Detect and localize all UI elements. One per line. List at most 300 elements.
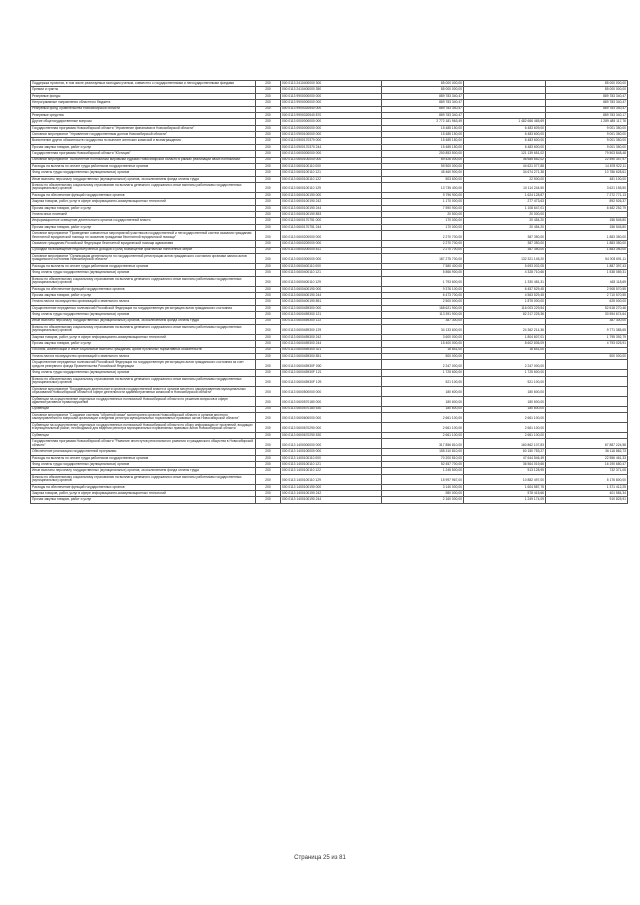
executed-amount-cell: 121 139 651,02 <box>464 151 546 157</box>
row-code-cell: 200 <box>256 299 281 305</box>
approved-amount-cell: 15 485 150,00 <box>382 144 464 150</box>
executed-amount-cell: 180 600,00 <box>464 396 546 406</box>
row-name-cell: Резервные средства <box>31 112 256 118</box>
unexecuted-amount-cell: 401 584,34 <box>546 491 628 497</box>
unexecuted-amount-cell: 6 482 252,79 <box>546 205 628 211</box>
row-classifier-cell: 000 0113 0600400190 244 <box>281 293 382 299</box>
unexecuted-amount-cell: 889 783 340,47 <box>546 106 628 112</box>
row-name-cell: Осуществление переданных полномочий Российской Федерации на государственную регистрацию актов гражданского состояния <box>31 305 256 311</box>
approved-amount-cell: 113 391 900,00 <box>382 312 464 318</box>
approved-amount-cell: 15 485 150,00 <box>382 125 464 131</box>
row-classifier-cell: 000 0113 0600100110 121 <box>281 170 382 176</box>
approved-amount-cell: 317 856 810,00 <box>382 439 464 449</box>
unexecuted-amount-cell: 481 100,00 <box>546 176 628 182</box>
row-code-cell: 200 <box>256 119 281 125</box>
row-code-cell: 200 <box>256 176 281 182</box>
row-classifier-cell: 000 0113 1400100190 244 <box>281 497 382 503</box>
executed-amount-cell: 1 725 600,00 <box>464 370 546 376</box>
row-code-cell: 200 <box>256 87 281 93</box>
approved-amount-cell: 70 200 810,00 <box>382 455 464 461</box>
approved-amount-cell: 500 000,00 <box>382 353 464 359</box>
unexecuted-amount-cell: 85 000 000,00 <box>546 81 628 87</box>
executed-amount-cell: 34 674 271,38 <box>464 170 546 176</box>
approved-amount-cell: 889 783 340,47 <box>382 106 464 112</box>
executed-amount-cell: 1 624 128,87 <box>464 192 546 198</box>
row-name-cell: Субвенции на осуществление отдельных государственных полномочий Новосибирской области по решению вопросов в сфере административных правонарушений <box>31 396 256 406</box>
row-name-cell: Расходы на выплаты по оплате труда работников государственных органов <box>31 163 256 169</box>
row-classifier-cell: 000 0113 0600670290 000 <box>281 422 382 432</box>
table-row <box>31 183 628 193</box>
unexecuted-amount-cell: 1 883 350,00 <box>546 241 628 247</box>
unexecuted-amount-cell: 2 908 570,55 <box>546 286 628 292</box>
approved-amount-cell: 16 641,00 <box>382 347 464 353</box>
approved-amount-cell: 7 580 400,00 <box>382 263 464 269</box>
approved-amount-cell: 180 600,00 <box>382 396 464 406</box>
row-code-cell: 200 <box>256 370 281 376</box>
row-code-cell: 200 <box>256 231 281 241</box>
approved-amount-cell: 387 300,00 <box>382 318 464 324</box>
row-code-cell: 200 <box>256 224 281 230</box>
table-row <box>31 412 628 422</box>
row-code-cell: 200 <box>256 144 281 150</box>
row-name-cell: Иные выплаты персоналу государственных (муниципальных) органов, за исключением фонда оплаты труда <box>31 468 256 474</box>
row-classifier-cell: 000 0113 1400000000 000 <box>281 439 382 449</box>
row-name-cell: Прочая закупка товаров, работ и услуг <box>31 497 256 503</box>
approved-amount-cell: 200 853 500,00 <box>382 151 464 157</box>
row-code-cell: 200 <box>256 247 281 253</box>
approved-amount-cell: 9 376 100,00 <box>382 286 464 292</box>
approved-amount-cell: 180 600,00 <box>382 406 464 412</box>
unexecuted-amount-cell: 732 371,05 <box>546 468 628 474</box>
unexecuted-amount-cell <box>546 360 628 370</box>
executed-amount-cell: 387 350,00 <box>464 231 546 241</box>
unexecuted-amount-cell <box>546 396 628 406</box>
executed-amount-cell: 116 003 229,54 <box>464 305 546 311</box>
executed-amount-cell: 24 362 214,36 <box>464 324 546 334</box>
row-classifier-cell: 000 0113 0600400190 851 <box>281 299 382 305</box>
row-classifier-cell: 000 0113 0600459300 121 <box>281 312 382 318</box>
row-name-cell: Основное мероприятие "Координация деятельности органов государственной власти и органов местного самоуправления муниципальных образований Новосибирской области в сфере деятельности административных комиссий в Новосибирской области" <box>31 386 256 396</box>
row-code-cell: 200 <box>256 212 281 218</box>
row-code-cell: 200 <box>256 341 281 347</box>
row-code-cell: 200 <box>256 241 281 247</box>
row-classifier-cell: 000 0113 0900000000 000 <box>281 125 382 131</box>
row-name-cell: Взносы по обязательному социальному страхованию на выплаты денежного содержания и иные выплаты работникам государственных (муниципальных) органов <box>31 376 256 386</box>
row-classifier-cell: 000 0113 0600400190 000 <box>281 286 382 292</box>
row-code-cell: 200 <box>256 484 281 490</box>
row-name-cell: Оказание гражданам Российской Федерации бесплатной юридической помощи адвокатами <box>31 241 256 247</box>
row-name-cell: Резервный фонд Правительства Новосибирской области <box>31 106 256 112</box>
approved-amount-cell: 15 400 000,00 <box>382 341 464 347</box>
table-row <box>31 253 628 263</box>
row-code-cell: 200 <box>256 412 281 422</box>
row-classifier-cell: 000 0113 2410400000 350 <box>281 87 382 93</box>
approved-amount-cell: 2 270 700,00 <box>382 241 464 247</box>
unexecuted-amount-cell: 22 590 347,97 <box>546 157 628 163</box>
table-row <box>31 231 628 241</box>
approved-amount-cell: 521 100,00 <box>382 376 464 386</box>
row-code-cell: 200 <box>256 93 281 99</box>
unexecuted-amount-cell: 14 878 922,11 <box>546 163 628 169</box>
approved-amount-cell: 2 772 181 963,49 <box>382 119 464 125</box>
row-name-cell: Взносы по обязательному социальному страхованию на выплаты денежного содержания и иные выплаты работникам государственных (муниципальных) органов <box>31 276 256 286</box>
row-classifier-cell: 000 0113 0600400110 000 <box>281 263 382 269</box>
row-code-cell: 200 <box>256 263 281 269</box>
approved-amount-cell: 1 725 600,00 <box>382 370 464 376</box>
row-code-cell: 200 <box>256 396 281 406</box>
table-row <box>31 497 628 503</box>
approved-amount-cell: 34 133 600,00 <box>382 324 464 334</box>
row-code-cell: 200 <box>256 132 281 138</box>
executed-amount-cell: 20 454,20 <box>464 224 546 230</box>
row-code-cell: 200 <box>256 468 281 474</box>
unexecuted-amount-cell <box>546 386 628 396</box>
approved-amount-cell: 2 270 700,00 <box>382 231 464 241</box>
row-name-cell: Прочая закупка товаров, работ и услуг <box>31 144 256 150</box>
row-name-cell: Государственная программа Новосибирской области "Управление финансами в Новосибирской области" <box>31 125 256 131</box>
row-classifier-cell: 000 0113 0600100190 244 <box>281 205 382 211</box>
unexecuted-amount-cell: 1 538 089,31 <box>546 270 628 276</box>
executed-amount-cell: 1 875 000,00 <box>464 299 546 305</box>
row-name-cell: Уплата иных платежей <box>31 212 256 218</box>
unexecuted-amount-cell: 1 371 412,25 <box>546 484 628 490</box>
executed-amount-cell: 180 600,00 <box>464 406 546 412</box>
approved-amount-cell: 45 460 900,00 <box>382 170 464 176</box>
row-classifier-cell: 000 0113 1400100110 121 <box>281 462 382 468</box>
unexecuted-amount-cell: 30 594 674,64 <box>546 312 628 318</box>
row-name-cell: Основное мероприятие "Создание системы "обратной связи" мониторинга органов Новосибирской области и органов местного самоуправления по вопросам организации и ведения регистра муниципальных нормативных правовых актов Новосибирской области" <box>31 412 256 422</box>
executed-amount-cell: 2 661 100,00 <box>464 422 546 432</box>
row-classifier-cell: 000 0113 0900170370 244 <box>281 144 382 150</box>
row-classifier-cell: 000 0113 0600459300 242 <box>281 334 382 340</box>
row-name-cell: Субвенции <box>31 406 256 412</box>
row-code-cell: 200 <box>256 491 281 497</box>
unexecuted-amount-cell: 16 190 680,47 <box>546 462 628 468</box>
row-code-cell: 200 <box>256 138 281 144</box>
approved-amount-cell: 187 275 700,00 <box>382 253 464 263</box>
row-code-cell: 200 <box>256 81 281 87</box>
row-code-cell: 200 <box>256 462 281 468</box>
approved-amount-cell: 889 783 340,47 <box>382 100 464 106</box>
unexecuted-amount-cell: 4 793 025,91 <box>546 341 628 347</box>
row-name-cell: Расходы на обеспечение функций государственных органов <box>31 484 256 490</box>
table-row <box>31 474 628 484</box>
approved-amount-cell: 15 997 967,00 <box>382 474 464 484</box>
approved-amount-cell: 69 426 000,00 <box>382 157 464 163</box>
unexecuted-amount-cell: 1 887 397,43 <box>546 263 628 269</box>
executed-amount-cell: 2 661 100,00 <box>464 432 546 438</box>
row-name-cell: Фонд оплаты труда государственных (муниципальных) органов <box>31 312 256 318</box>
row-classifier-cell: 000 0113 1400100110 129 <box>281 474 382 484</box>
approved-amount-cell: 2 500 000,00 <box>382 299 464 305</box>
row-code-cell: 200 <box>256 353 281 359</box>
table-row <box>31 360 628 370</box>
unexecuted-amount-cell: 889 783 340,47 <box>546 100 628 106</box>
row-classifier-cell: 000 0113 0600459300 851 <box>281 353 382 359</box>
unexecuted-amount-cell: 9 001 350,00 <box>546 125 628 131</box>
row-code-cell: 200 <box>256 270 281 276</box>
row-code-cell: 200 <box>256 455 281 461</box>
row-code-cell: 200 <box>256 432 281 438</box>
unexecuted-amount-cell: 5 176 800,00 <box>546 474 628 484</box>
row-name-cell: Другие общегосударственные вопросы <box>31 119 256 125</box>
executed-amount-cell: 6 483 600,00 <box>464 138 546 144</box>
row-name-cell: Иные выплаты персоналу государственных (муниципальных) органов, за исключением фонда оплаты труда <box>31 318 256 324</box>
row-name-cell: Фонд оплаты труда государственных (муниципальных) органов <box>31 370 256 376</box>
executed-amount-cell: 4 563 529,45 <box>464 293 546 299</box>
row-classifier-cell: 000 0113 060045930F 121 <box>281 370 382 376</box>
row-code-cell: 200 <box>256 125 281 131</box>
row-classifier-cell: 000 0113 0600200000 000 <box>281 231 382 241</box>
row-classifier-cell: 000 0113 0000000000 000 <box>281 119 382 125</box>
row-code-cell: 200 <box>256 106 281 112</box>
approved-amount-cell: 168 621 900,00 <box>382 305 464 311</box>
approved-amount-cell: 3 140 000,00 <box>382 484 464 490</box>
table-row <box>31 376 628 386</box>
row-name-cell: Закупка товаров, работ, услуг в сфере информационно-коммуникационных технологий <box>31 199 256 205</box>
row-code-cell: 200 <box>256 199 281 205</box>
executed-amount-cell: 6 483 600,00 <box>464 132 546 138</box>
row-classifier-cell: 000 0113 0600300000 000 <box>281 253 382 263</box>
row-classifier-cell: 000 0113 0600170751 244 <box>281 224 382 230</box>
row-name-cell: Основное мероприятие "Управление государственным долгом Новосибирской области" <box>31 132 256 138</box>
budget-execution-table <box>30 80 628 504</box>
table-row <box>31 439 628 449</box>
approved-amount-cell: 3 600 000,00 <box>382 334 464 340</box>
row-classifier-cell: 000 0113 1400100000 000 <box>281 449 382 455</box>
row-code-cell: 200 <box>256 151 281 157</box>
unexecuted-amount-cell: 625 000,00 <box>546 299 628 305</box>
approved-amount-cell: 155 310 810,00 <box>382 449 464 455</box>
row-name-cell: Поддержка проектов, в том числе реализуемых молодым ученым, совместно с государственными и негосударственными фондами <box>31 81 256 87</box>
row-code-cell: 200 <box>256 376 281 386</box>
unexecuted-amount-cell: 52 618 270,46 <box>546 305 628 311</box>
row-classifier-cell: 000 0113 0600100110 000 <box>281 163 382 169</box>
row-code-cell: 200 <box>256 286 281 292</box>
unexecuted-amount-cell: 889 783 340,17 <box>546 112 628 118</box>
unexecuted-amount-cell: 1 883 350,00 <box>546 231 628 241</box>
unexecuted-amount-cell <box>546 422 628 432</box>
executed-amount-cell: 387 350,00 <box>464 241 546 247</box>
executed-amount-cell: 578 415,66 <box>464 491 546 497</box>
executed-amount-cell: 6 483 600,00 <box>464 144 546 150</box>
row-classifier-cell: 000 0113 1400100110 122 <box>281 468 382 474</box>
approved-amount-cell: 59 500 000,00 <box>382 163 464 169</box>
row-classifier-cell: 000 0113 0600400110 129 <box>281 276 382 286</box>
row-code-cell: 200 <box>256 439 281 449</box>
row-name-cell: Иные выплаты персоналу государственных (муниципальных) органов, за исключением фонда оплаты труда <box>31 176 256 182</box>
approved-amount-cell: 170 000,00 <box>382 224 464 230</box>
row-classifier-cell: 000 0113 0600100190 853 <box>281 212 382 218</box>
approved-amount-cell: 889 783 340,47 <box>382 93 464 99</box>
row-classifier-cell: 000 0113 0600100110 122 <box>281 176 382 182</box>
row-name-cell: Информационное освещение деятельности органов государственной власти <box>31 218 256 224</box>
row-code-cell: 200 <box>256 324 281 334</box>
executed-amount-cell: 1 604 587,75 <box>464 484 546 490</box>
unexecuted-amount-cell: 54 003 691,11 <box>546 253 628 263</box>
unexecuted-amount-cell: 10 786 628,61 <box>546 170 628 176</box>
row-code-cell: 200 <box>256 305 281 311</box>
unexecuted-amount-cell: 3 621 155,50 <box>546 183 628 193</box>
executed-amount-cell: 1 108 647,01 <box>464 205 546 211</box>
row-name-cell: Основное мероприятие "Организация деятельности по государственной регистрации актов гражданского состояния органами записи актов гражданского состояния Новосибирской области" <box>31 253 256 263</box>
row-classifier-cell: 000 0113 9900000000 000 <box>281 100 382 106</box>
executed-amount-cell: 180 600,00 <box>464 386 546 396</box>
row-classifier-cell: 000 0113 0600200000 000 <box>281 241 382 247</box>
table-row <box>31 324 628 334</box>
row-code-cell: 200 <box>256 293 281 299</box>
approved-amount-cell: 15 485 150,00 <box>382 138 464 144</box>
row-classifier-cell: 000 0113 0900170370 000 <box>281 138 382 144</box>
executed-amount-cell: 6 457 529,45 <box>464 286 546 292</box>
executed-amount-cell: 20 454,20 <box>464 218 546 224</box>
row-classifier-cell: 000 0113 0600100190 242 <box>281 199 382 205</box>
row-name-cell: Фонд оплаты труда государственных (муниципальных) органов <box>31 270 256 276</box>
unexecuted-amount-cell <box>546 376 628 386</box>
row-code-cell: 200 <box>256 205 281 211</box>
unexecuted-amount-cell: 9 001 350,00 <box>546 138 628 144</box>
executed-amount-cell: 46 685 652,02 <box>464 157 546 163</box>
executed-amount-cell: 22 500,00 <box>464 176 546 182</box>
row-name-cell: Взносы по обязательному социальному страхованию на выплаты денежного содержания и иные выплаты работникам государственных (муниципальных) органов <box>31 474 256 484</box>
unexecuted-amount-cell: 500 000,00 <box>546 353 628 359</box>
approved-amount-cell: 2 160 000,00 <box>382 497 464 503</box>
row-name-cell: Закупка товаров, работ, услуг в сфере информационно-коммуникационных технологий <box>31 491 256 497</box>
row-classifier-cell: 000 0113 1400100190 000 <box>281 484 382 490</box>
row-classifier-cell: 000 0113 060045930F 000 <box>281 360 382 370</box>
unexecuted-amount-cell: 1 883 350,00 <box>546 247 628 253</box>
row-code-cell: 200 <box>256 497 281 503</box>
unexecuted-amount-cell: 889 783 340,47 <box>546 93 628 99</box>
row-code-cell: 200 <box>256 253 281 263</box>
approved-amount-cell: 1 245 500,00 <box>382 468 464 474</box>
row-name-cell: Фонд оплаты труда государственных (муниципальных) органов <box>31 462 256 468</box>
row-classifier-cell: 000 0113 0600000000 000 <box>281 151 382 157</box>
row-classifier-cell: 000 0113 1400100110 000 <box>281 455 382 461</box>
unexecuted-amount-cell: 9 001 350,00 <box>546 144 628 150</box>
row-code-cell: 200 <box>256 276 281 286</box>
approved-amount-cell: 15 485 150,00 <box>382 132 464 138</box>
row-name-cell: Прочая закупка товаров, работ и услуг <box>31 293 256 299</box>
approved-amount-cell: 9 796 900,00 <box>382 192 464 198</box>
unexecuted-amount-cell: 85 000 000,00 <box>546 87 628 93</box>
unexecuted-amount-cell: 79 503 848,48 <box>546 151 628 157</box>
row-classifier-cell: 000 0113 0900100000 000 <box>281 132 382 138</box>
row-code-cell: 200 <box>256 218 281 224</box>
row-name-cell: Государственная программа Новосибирской области "Юстиция" <box>31 151 256 157</box>
row-name-cell: Расходы на обеспечение функций государственных органов <box>31 286 256 292</box>
unexecuted-amount-cell: 387 300,00 <box>546 318 628 324</box>
table-row <box>31 422 628 432</box>
row-name-cell: Государственная программа Новосибирской области "Развитие институтов регионального развития и гражданского общества в Новосибирской области" <box>31 439 256 449</box>
row-name-cell: Основное мероприятие "Выполнение полномочий мировыми судьями Новосибирской области в рамках реализации своих полномочий" <box>31 157 256 163</box>
unexecuted-amount-cell: 463 118,69 <box>546 276 628 286</box>
row-classifier-cell: 000 0113 0600459300 129 <box>281 324 382 334</box>
unexecuted-amount-cell: 2 710 570,55 <box>546 293 628 299</box>
row-classifier-cell: 000 0113 0600200000 811 <box>281 247 382 253</box>
row-classifier-cell: 000 0113 0600459300 321 <box>281 347 382 353</box>
row-name-cell: Уплата налога на имущество организаций и земельного налога <box>31 299 256 305</box>
executed-amount-cell: 20 000,00 <box>464 212 546 218</box>
unexecuted-amount-cell: 7 272 771,13 <box>546 192 628 198</box>
approved-amount-cell: 5 866 900,00 <box>382 270 464 276</box>
executed-amount-cell: 10 114 244,50 <box>464 183 546 193</box>
approved-amount-cell: 1 170 000,00 <box>382 199 464 205</box>
row-code-cell: 200 <box>256 192 281 198</box>
row-name-cell: Выполнение других обязательств государства по выплате агентских комиссий и вознаграждения <box>31 138 256 144</box>
row-code-cell: 200 <box>256 406 281 412</box>
row-name-cell: Пособия, компенсации и иные социальные выплаты гражданам, кроме публичных нормативных обязательств <box>31 347 256 353</box>
row-name-cell: Взносы по обязательному социальному страхованию на выплаты денежного содержания и иные выплаты работникам государственных (муниципальных) органов <box>31 324 256 334</box>
table-row <box>31 396 628 406</box>
row-classifier-cell: 000 0113 060045930F 129 <box>281 376 382 386</box>
row-code-cell: 200 <box>256 334 281 340</box>
executed-amount-cell: 44 621 077,88 <box>464 163 546 169</box>
row-code-cell: 200 <box>256 157 281 163</box>
approved-amount-cell: 180 600,00 <box>382 386 464 396</box>
approved-amount-cell: 2 270 700,00 <box>382 247 464 253</box>
executed-amount-cell: 36 564 019,66 <box>464 462 546 468</box>
unexecuted-amount-cell: 9 771 385,65 <box>546 324 628 334</box>
approved-amount-cell: 85 000 000,00 <box>382 81 464 87</box>
row-classifier-cell: 000 0113 1400100190 242 <box>281 491 382 497</box>
row-name-cell: Субвенции на осуществление отдельных государственных полномочий Новосибирской области по сбору информации от поселений, входящих в муниципальный район, необходимой для ведения регистра муниципальных нормативных правовых актов Новосибирской области <box>31 422 256 432</box>
executed-amount-cell: 60 150 753,27 <box>464 449 546 455</box>
approved-amount-cell: 889 783 340,47 <box>382 112 464 118</box>
table-row <box>31 276 628 286</box>
row-classifier-cell: 000 0113 0600100190 000 <box>281 192 382 198</box>
row-name-cell: Резервные фонды <box>31 93 256 99</box>
row-classifier-cell: 000 0113 0600600000 000 <box>281 412 382 422</box>
approved-amount-cell: 13 735 400,00 <box>382 183 464 193</box>
row-code-cell: 200 <box>256 386 281 396</box>
row-name-cell: Уплата налога на имущество организаций и земельного налога <box>31 353 256 359</box>
row-classifier-cell: 000 0113 0600400110 121 <box>281 270 382 276</box>
row-name-cell: Обеспечение реализации государственной программы <box>31 449 256 455</box>
row-code-cell: 200 <box>256 360 281 370</box>
row-code-cell: 200 <box>256 474 281 484</box>
executed-amount-cell: 4 328 710,66 <box>464 270 546 276</box>
approved-amount-cell: 2 661 100,00 <box>382 422 464 432</box>
executed-amount-cell: 1 249 174,09 <box>464 497 546 503</box>
unexecuted-amount-cell: 87 887 224,58 <box>546 439 628 449</box>
row-name-cell: Субсидии на возмещение недополученных доходов и (или) возмещение фактически понесенных затрат <box>31 247 256 253</box>
executed-amount-cell: 2 661 100,00 <box>464 412 546 422</box>
row-code-cell: 200 <box>256 347 281 353</box>
unexecuted-amount-cell: 9 001 350,00 <box>546 132 628 138</box>
executed-amount-cell: 1 804 607,01 <box>464 334 546 340</box>
row-classifier-cell: 000 0113 0600670290 530 <box>281 432 382 438</box>
approved-amount-cell: 20 500,00 <box>382 212 464 218</box>
row-code-cell: 200 <box>256 422 281 432</box>
row-classifier-cell: 000 0113 0600459300 122 <box>281 318 382 324</box>
row-classifier-cell: 000 0113 0600570180 530 <box>281 406 382 412</box>
row-code-cell: 200 <box>256 163 281 169</box>
budget-table-body <box>31 81 628 504</box>
row-name-cell: Субвенции <box>31 432 256 438</box>
unexecuted-amount-cell: 36 116 882,73 <box>546 449 628 455</box>
executed-amount-cell: 132 321 145,20 <box>464 253 546 263</box>
row-classifier-cell: 000 0113 0600459300 000 <box>281 305 382 311</box>
row-name-cell: Расходы на обеспечение функций государственных органов <box>31 192 256 198</box>
unexecuted-amount-cell: 156 545,80 <box>546 218 628 224</box>
approved-amount-cell: 170 000,00 <box>382 218 464 224</box>
row-name-cell: Основное мероприятие "Проведение совместных мероприятий участников государственной и негосударственной систем оказания гражданам бесплатной юридической помощи по оказанию гражданам бесплатной юридической помощи" <box>31 231 256 241</box>
executed-amount-cell: 387 350,00 <box>464 247 546 253</box>
unexecuted-amount-cell: 1 795 392,79 <box>546 334 628 340</box>
executed-amount-cell: 521 100,00 <box>464 376 546 386</box>
row-name-cell: Расходы на выплаты по оплате труда работников государственных органов <box>31 455 256 461</box>
